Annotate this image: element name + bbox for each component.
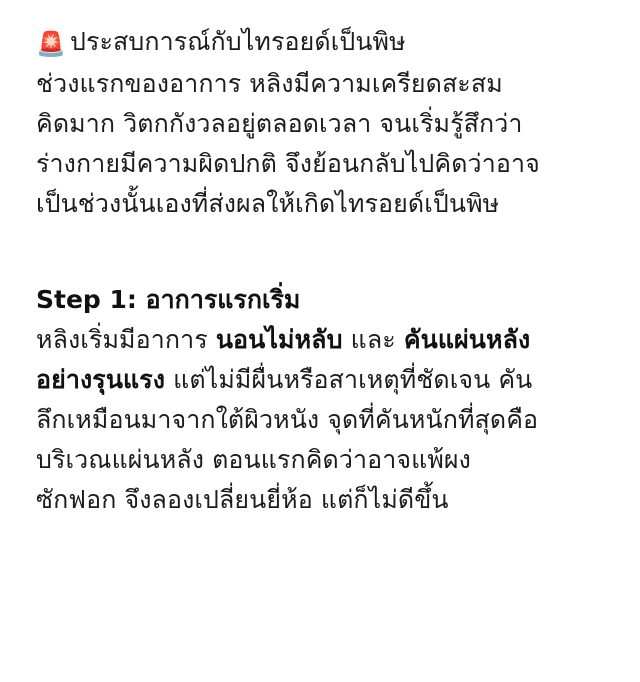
siren-icon: 🚨 <box>36 30 66 58</box>
paragraph-spacer <box>36 224 606 280</box>
step1-heading <box>36 280 606 320</box>
step1-line-1 <box>36 320 606 360</box>
step1-line-4: บริเวณแผ่นหลัง ตอนแรกคิดว่าอาจแพ้ผง <box>36 445 471 474</box>
step1-line-2 <box>36 360 606 400</box>
step1-paragraph <box>36 320 606 520</box>
intro-line-4: เป็นช่วงนั้นเองที่ส่งผลให้เกิดไทรอยด์เป็นพิษ <box>36 189 500 218</box>
intro-title: ประสบการณ์กับไทรอยด์เป็นพิษ <box>69 27 406 56</box>
intro-line-3: ร่างกายมีความผิดปกติ จึงย้อนกลับไปคิดว่าอาจ <box>36 149 540 178</box>
step1-line2-bold: อย่างรุนแรง <box>36 365 166 394</box>
step1-line1-c: และ <box>342 325 404 354</box>
step1-title: อาการแรกเริ่ม <box>145 285 301 314</box>
step1-line-3: ลึกเหมือนมาจากใต้ผิวหนัง จุดที่คันหนักที่สุดคือ <box>36 405 539 434</box>
step1-line-5: ซักฟอก จึงลองเปลี่ยนยี่ห้อ แต่ก็ไม่ดีขึ้น <box>36 485 449 514</box>
intro-line-1: ช่วงแรกของอาการ หลิงมีความเครียดสะสม <box>36 69 503 98</box>
step1-line1-bold-1: นอนไม่หลับ <box>215 325 343 354</box>
step1-line1-bold-2: คันแผ่นหลัง <box>403 325 531 354</box>
intro-title-line <box>36 22 606 64</box>
intro-paragraph <box>36 22 606 224</box>
step1-line2-rest: แต่ไม่มีผื่นหรือสาเหตุที่ชัดเจน คัน <box>165 365 533 394</box>
intro-line-2: คิดมาก วิตกกังวลอยู่ตลอดเวลา จนเริ่มรู้สึกว่า <box>36 109 523 138</box>
step1-label: Step 1: <box>36 285 137 314</box>
step1-line1-a: หลิงเริ่มมีอาการ <box>36 325 216 354</box>
